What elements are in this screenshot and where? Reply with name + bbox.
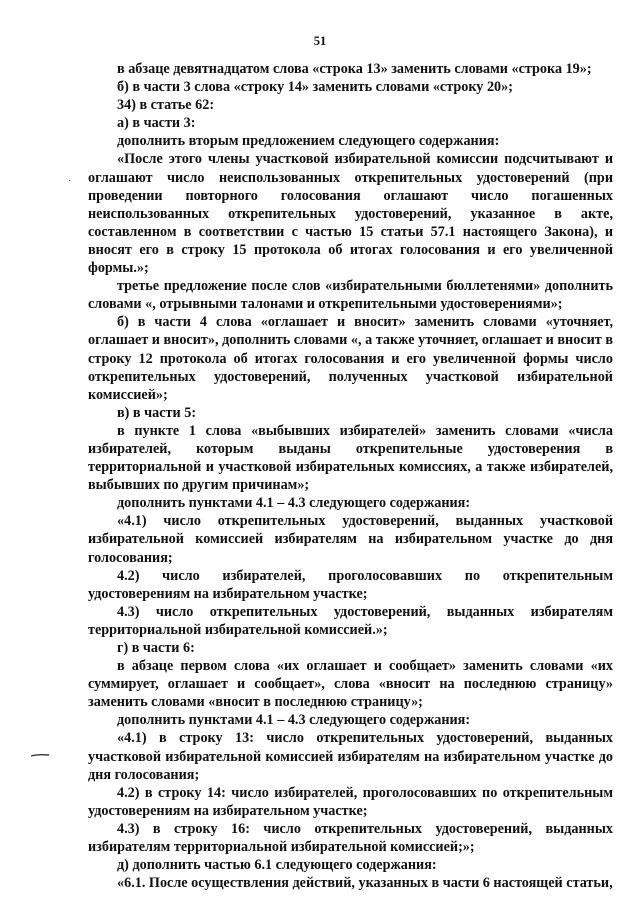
paragraph: а) в части 3: — [117, 115, 196, 132]
paragraph: дополнить вторым предложением следующего содержания: — [117, 133, 500, 150]
paragraph: 4.3) в строку 16: число открепительных удостоверений, выданных избирателям территориальной избирательной комиссией;»; — [88, 820, 613, 856]
document-body — [88, 60, 613, 892]
paragraph: «4.1) в строку 13: число открепительных удостоверений, выданных участковой избирательной комиссией избирателям на избирательном участке до дня голосования; — [88, 730, 613, 783]
paragraph: б) в части 4 слова «оглашает и вносит» заменить словами «уточняет, оглашает и вносит», дополнить словами «, а также уточняет, оглашает и вносит в строку 12 протокола об итогах голосования и его увеличенной формы число открепительных удостоверений, полученных участковой избирательной комиссией»; — [88, 314, 613, 403]
paragraph: третье предложение после слов «избирательными бюллетенями» дополнить словами «, отрывными талонами и открепительными удостоверениями»; — [88, 278, 613, 313]
paragraph: в абзаце девятнадцатом слова «строка 13» заменить словами «строка 19»; — [117, 61, 592, 77]
paragraph: в) в части 5: — [117, 404, 197, 421]
paragraph: «После этого члены участковой избирательной комиссии подсчитывают и оглашают число неиспользованных открепительных удостоверений (при проведении повторного голосования оглашают число погашенных неиспользованных открепительных удостоверений, указанное в акте, составленном в соответствии с частью 15 статьи 57.1 настоящего Закона), и вносят его в строку 15 протокола об итогах голосования и его увеличенной формы.»; — [88, 151, 613, 277]
paragraph: в пункте 1 слова «выбывших избирателей» заменить словами «числа избирателей, которым выданы открепительные удостоверения в территориальной и участковой избирательных комиссиях, а также избирателей, выбывших по другим причинам»; — [88, 422, 613, 494]
margin-pen-mark — [30, 752, 50, 758]
paragraph: 4.2) число избирателей, проголосовавших по открепительным удостоверениям на избирательном участке; — [88, 567, 613, 602]
paragraph: г) в части 6: — [117, 640, 195, 656]
paragraph: 4.2) в строку 14: число избирателей, проголосовавших по открепительным удостоверениям на избирательном участке; — [88, 784, 613, 819]
paragraph: д) дополнить частью 6.1 следующего содержания: — [117, 857, 437, 874]
paragraph: б) в части 3 слова «строку 14» заменить словами «строку 20»; — [117, 79, 513, 96]
paragraph: 34) в статье 62: — [117, 97, 215, 114]
page-number: 51 — [313, 34, 327, 48]
margin-dot-mark: · — [68, 176, 72, 187]
paragraph: «6.1. После осуществления действий, указанных в части 6 настоящей статьи, — [117, 875, 613, 892]
paragraph: дополнить пунктами 4.1 – 4.3 следующего содержания: — [117, 712, 471, 729]
paragraph: в абзаце первом слова «их оглашает и сообщает» заменить словами «их суммирует, оглашает и сообщает», слова «вносит на последнюю страницу» заменить словами «вносит в последнюю страницу»; — [88, 658, 613, 711]
paragraph: 4.3) число открепительных удостоверений, выданных избирателям территориальной избирательной комиссией.»; — [88, 603, 613, 638]
paragraph: дополнить пунктами 4.1 – 4.3 следующего содержания: — [117, 495, 471, 512]
paragraph: «4.1) число открепительных удостоверений, выданных участковой избирательной комиссией избирателям на избирательном участке до дня голосования; — [88, 513, 613, 566]
